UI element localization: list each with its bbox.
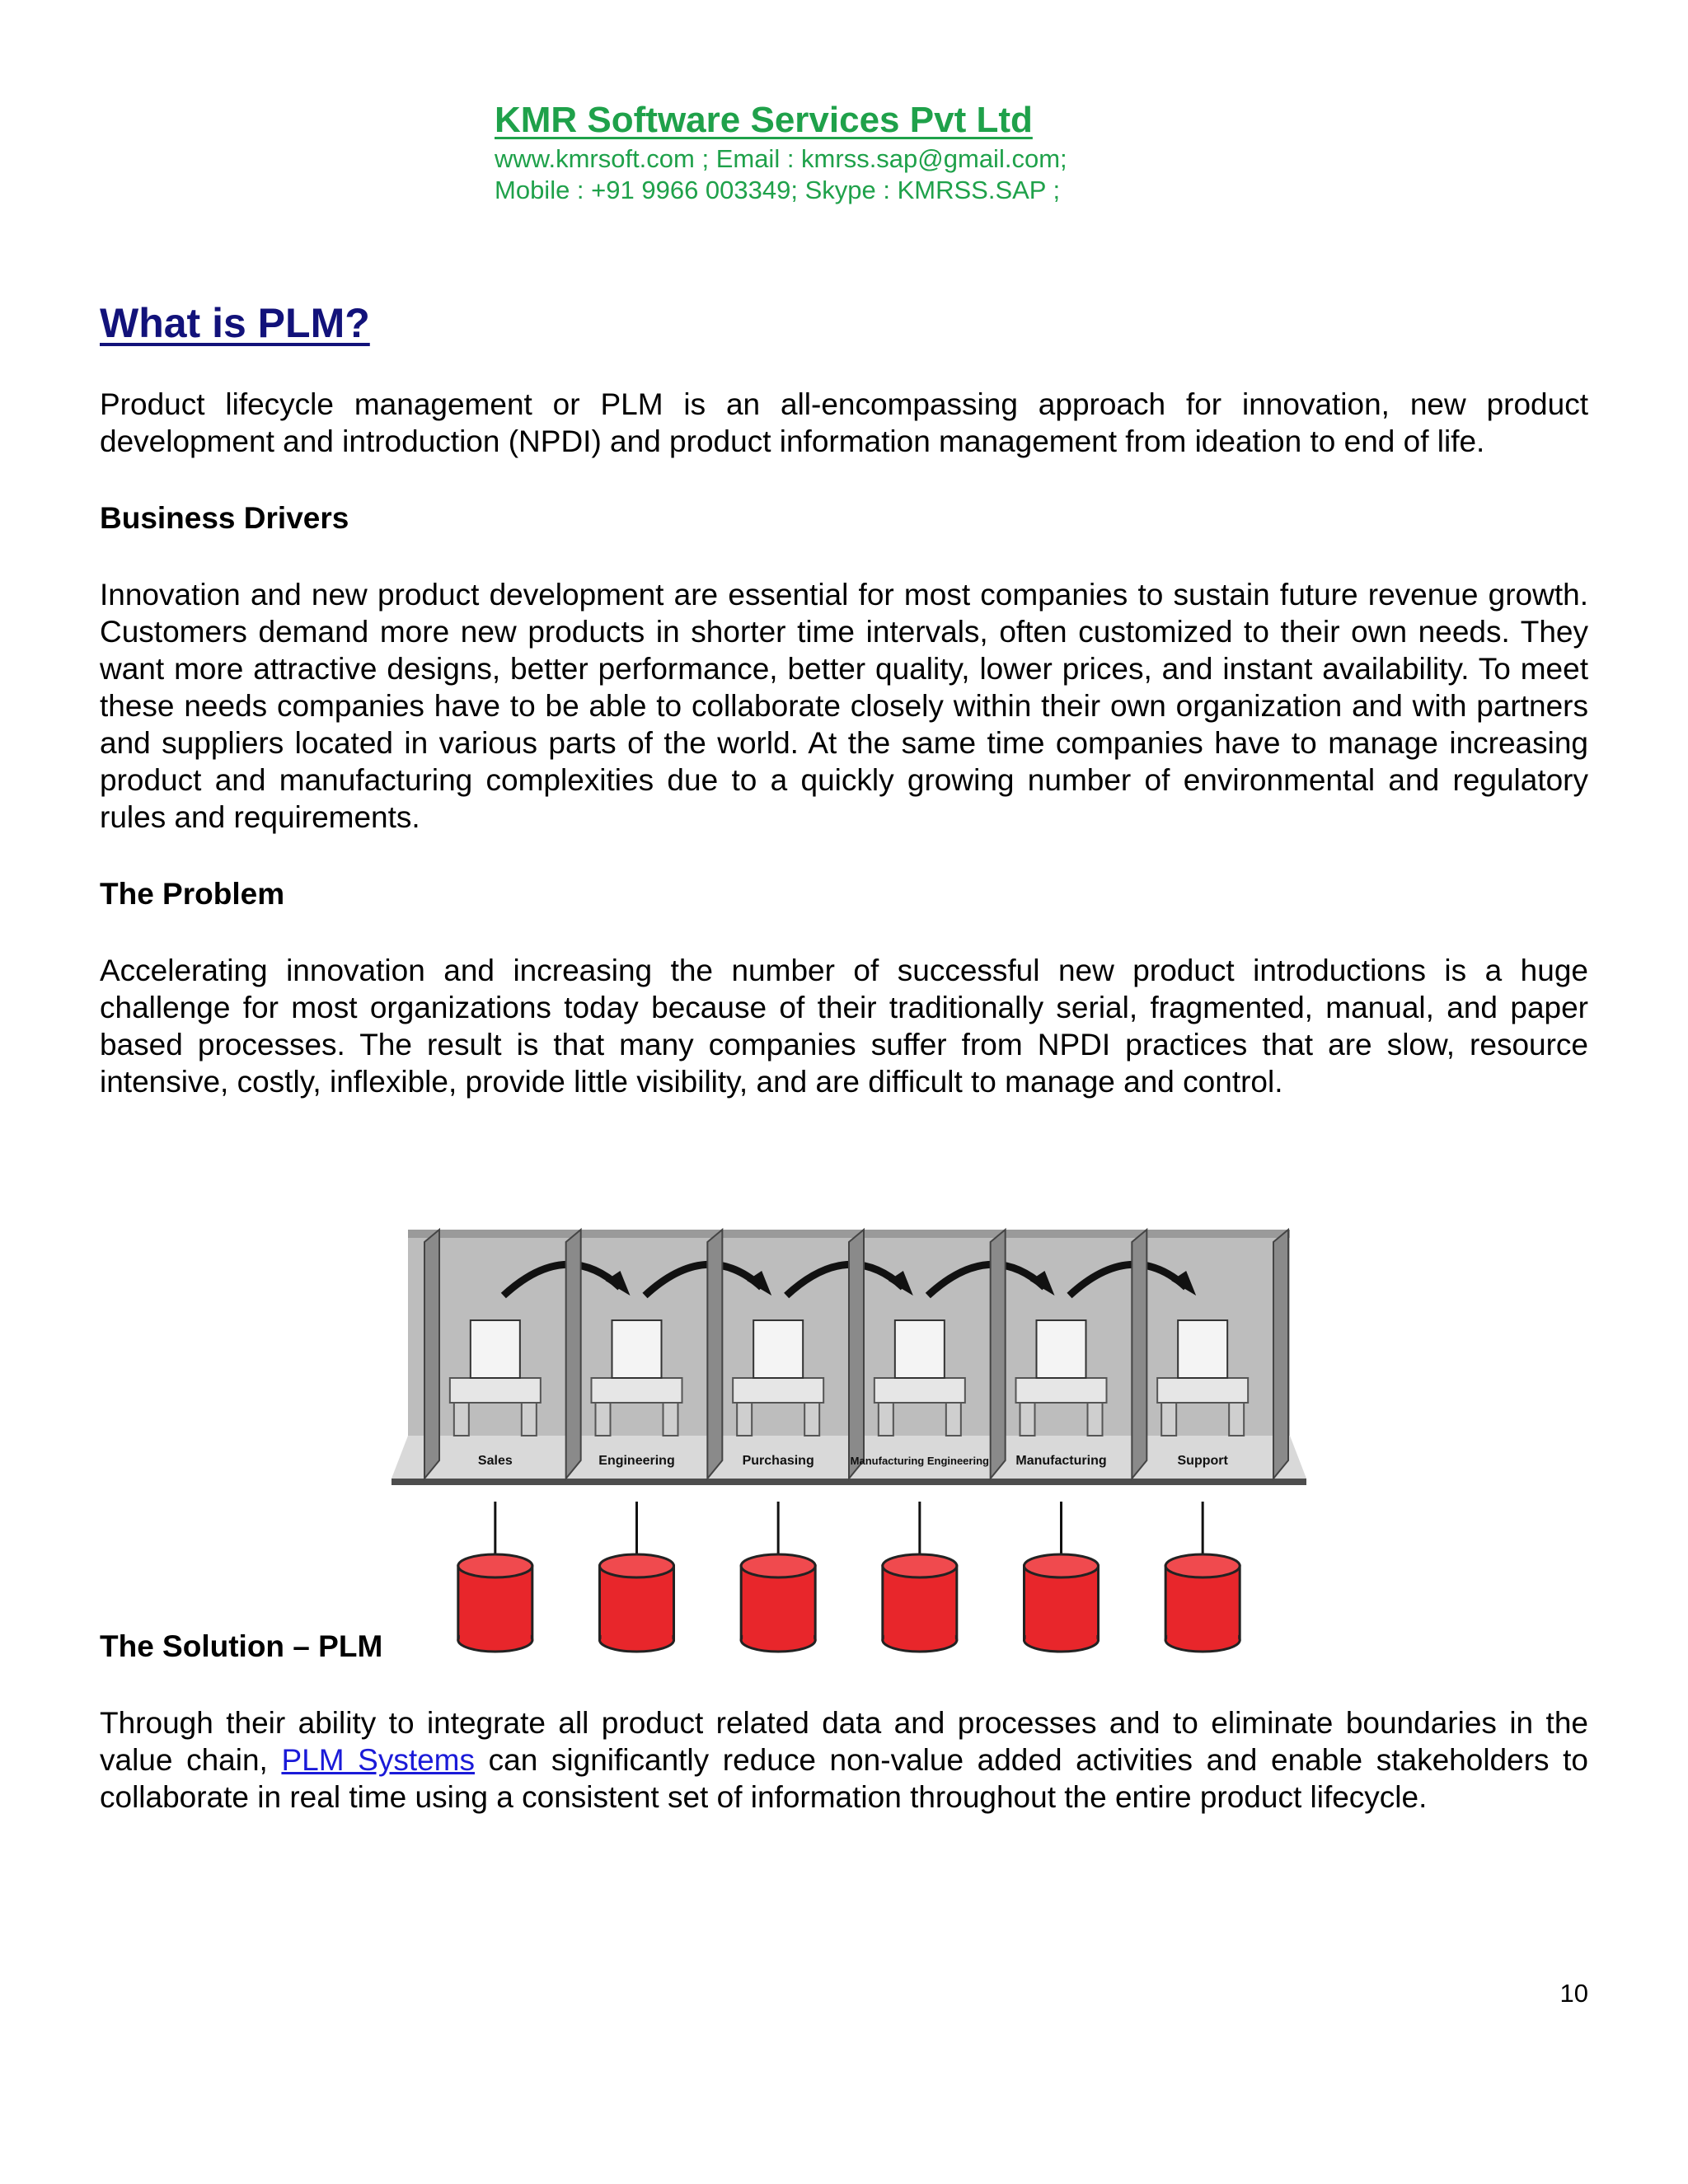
partition-wall	[1132, 1230, 1146, 1479]
desk	[874, 1378, 965, 1403]
contact-line-phone-skype: Mobile : +91 9966 003349; Skype : KMRSS.SAP ;	[495, 176, 1061, 204]
partition-wall	[1273, 1230, 1288, 1479]
desk-leg	[596, 1403, 611, 1436]
page-number: 10	[1559, 1979, 1588, 2008]
section-heading-the-solution: The Solution – PLM	[100, 1629, 383, 1663]
page-title: What is PLM?	[100, 300, 370, 346]
solution-text-after-link: can significantly reduce non-value added activities and enable stakeholders to collaborate in real time using a consistent set of information throughout the entire product lifecycle.	[100, 1743, 1589, 1814]
contact-line-web-email: www.kmrsoft.com ; Email : kmrss.sap@gmail.com;	[495, 144, 1067, 173]
database-row	[458, 1502, 1240, 1652]
department-label: Manufacturing Engineering	[850, 1455, 989, 1467]
document-stack	[1178, 1320, 1227, 1378]
desk-leg	[522, 1403, 537, 1436]
business-drivers-paragraph: Innovation and new product development are essential for most companies to sustain future revenue growth. Customers demand more new products in shorter time intervals, often customized to their own needs. They want more attractive designs, better performance, better quality, lower prices, and instant availability. To meet these needs companies have to be able to collaborate closely within their own organization and with partners and suppliers located in various parts of the world. At the same time companies have to manage increasing product and manufacturing complexities due to a quickly growing number of environmental and regulatory rules and requirements.	[100, 578, 1588, 834]
partition-wall	[566, 1230, 581, 1479]
desk-leg	[737, 1403, 752, 1436]
department-label: Manufacturing	[1015, 1454, 1107, 1468]
section-heading-business-drivers: Business Drivers	[100, 501, 349, 535]
partition-wall	[424, 1230, 439, 1479]
the-problem-paragraph: Accelerating innovation and increasing the number of successful new product introductions is a huge challenge for most organizations today because of their traditionally serial, fragmented, manual, and paper based processes. The result is that many companies suffer from NPDI practices that are slow, resource intensive, costly, inflexible, provide little visibility, and are difficult to manage and control.	[100, 954, 1588, 1099]
document-stack	[471, 1320, 520, 1378]
letterhead	[495, 97, 1236, 206]
partition-wall	[991, 1230, 1006, 1479]
desk-leg	[804, 1403, 819, 1436]
desk	[592, 1378, 682, 1403]
desk-leg	[946, 1403, 961, 1436]
desk-leg	[454, 1403, 469, 1436]
desk-leg	[879, 1403, 893, 1436]
desk	[1157, 1378, 1248, 1403]
document-stack	[1037, 1320, 1086, 1378]
database-top	[1165, 1554, 1240, 1577]
database-top	[883, 1554, 957, 1577]
department-label: Sales	[477, 1454, 513, 1468]
partition-wall	[707, 1230, 722, 1479]
desk-leg	[1161, 1403, 1176, 1436]
database-top	[458, 1554, 532, 1577]
desk	[450, 1378, 541, 1403]
department-label: Engineering	[598, 1454, 675, 1468]
desk	[1016, 1378, 1107, 1403]
company-name: KMR Software Services Pvt Ltd	[495, 100, 1033, 140]
database-top	[741, 1554, 815, 1577]
intro-paragraph: Product lifecycle management or PLM is an all-encompassing approach for innovation, new product development and introduction (NPDI) and product information management from ideation to end of life.	[100, 387, 1588, 458]
solution-text-before-link: Through their ability to integrate all product related data and processes and to eliminate boundaries in the value chain,	[100, 1706, 1588, 1777]
siloed-departments-illustration	[375, 1213, 1323, 1675]
plm-systems-link[interactable]: PLM Systems	[281, 1743, 475, 1777]
desk-leg	[1020, 1403, 1035, 1436]
database-top	[1025, 1554, 1099, 1577]
document-stack	[612, 1320, 662, 1378]
desk-leg	[1088, 1403, 1103, 1436]
document-stack	[895, 1320, 945, 1378]
desk-leg	[1229, 1403, 1244, 1436]
document-stack	[753, 1320, 803, 1378]
department-label: Support	[1177, 1454, 1228, 1468]
desk	[733, 1378, 823, 1403]
section-heading-the-problem: The Problem	[100, 877, 285, 911]
the-solution-paragraph	[100, 1704, 1588, 1816]
partition-wall	[849, 1230, 864, 1479]
database-top	[600, 1554, 674, 1577]
desk-leg	[663, 1403, 678, 1436]
department-label: Purchasing	[742, 1454, 814, 1468]
